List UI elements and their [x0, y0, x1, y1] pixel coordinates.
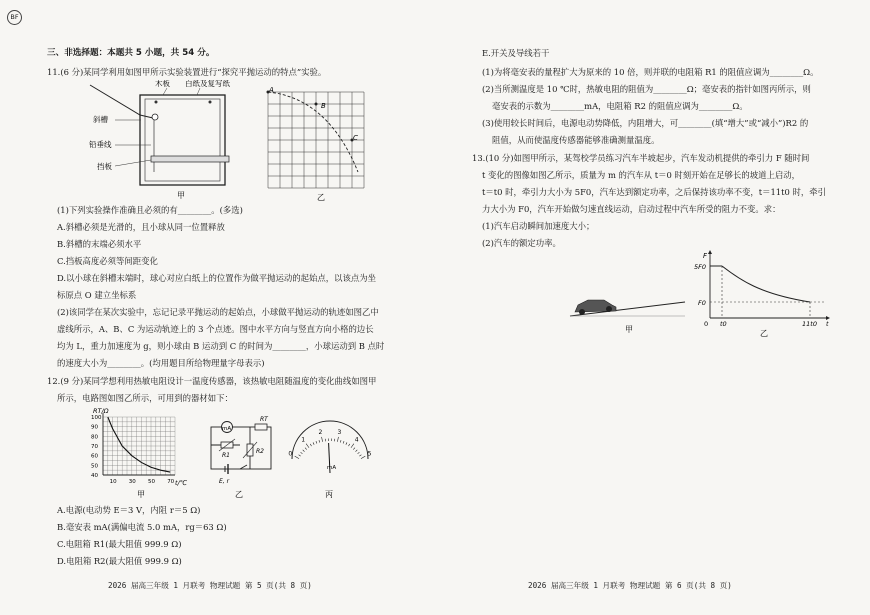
- chart-x-tick: 10: [109, 479, 117, 485]
- q12-item-e: E.开关及导线若干: [482, 48, 550, 58]
- dial-tick-label: 3: [337, 428, 342, 436]
- q12-item-d: D.电阻箱 R2(最大阻值 999.9 Ω): [57, 556, 182, 566]
- q11-stem: 11.(6 分)某同学利用如图甲所示实验装置进行“探究平抛运动的特点”实验。: [47, 67, 327, 77]
- ammeter-dial: [288, 421, 371, 473]
- chart-y-tick: 80: [91, 434, 98, 441]
- ft-t0: t0: [720, 320, 727, 328]
- dial-tick: [358, 452, 360, 454]
- dial-tick: [303, 450, 305, 452]
- label-paper: 白纸及复写纸: [185, 80, 230, 88]
- paper-badge: BF: [7, 10, 22, 25]
- section-heading: 三、非选择题：本题共 5 小题，共 54 分。: [47, 48, 215, 58]
- chart-x-tick: 50: [148, 479, 155, 485]
- q13-stem-l3: t＝t0 时，牵引力大小为 5F0，汽车达到额定功率，之后保持该功率不变，t＝11t0 时，牵引: [482, 187, 826, 197]
- car-on-slope: [570, 300, 685, 334]
- q11-option-c: C.挡板高度必须等间距变化: [57, 256, 158, 266]
- q11-part2-l4: 的速度大小为________。(均用题目所给物理量字母表示): [57, 358, 265, 368]
- q11-option-b: B.斜槽的末端必须水平: [57, 239, 142, 249]
- chart-y-tick: 60: [91, 453, 98, 460]
- chart-y-tick: 40: [91, 473, 98, 479]
- chart-y-tick: 100: [91, 415, 102, 421]
- dial-tick-label: 4: [354, 436, 359, 444]
- dial-tick: [319, 440, 320, 442]
- trajectory-grid: [267, 91, 365, 189]
- q12-part3-l1: (3)使用较长时间后，电源电动势降低，内阻增大，可________(填“增大”或“减小”)R2 的: [482, 118, 809, 128]
- q13-part2: (2)汽车的额定功率。: [482, 238, 561, 248]
- caption-yi-3: 乙: [760, 329, 768, 338]
- trajectory-point: [315, 103, 318, 106]
- circuit-source-label: E, r: [219, 478, 230, 485]
- circuit-meter-label: mA: [222, 426, 232, 432]
- caption-yi-2: 乙: [235, 490, 243, 499]
- ft-y-label: F: [703, 252, 708, 260]
- point-c: C: [353, 134, 358, 142]
- dial-tick-label: 0: [288, 450, 293, 458]
- q11-part1: (1)下列实验操作准确且必须的有________。(多选): [57, 205, 243, 215]
- chart-x-tick: 30: [128, 479, 136, 485]
- dial-tick: [295, 456, 299, 459]
- chart-x-tick: 70: [167, 479, 175, 485]
- chart-y-label: RT/Ω: [93, 407, 109, 415]
- chart-x-unit: t/℃: [175, 479, 188, 487]
- dial-tick: [316, 441, 317, 443]
- apparatus-diagram: [89, 80, 230, 200]
- ft-t: t: [826, 320, 829, 328]
- dial-unit: mA: [327, 465, 337, 471]
- dial-tick: [337, 437, 338, 442]
- dial-tick-label: 1: [301, 436, 306, 444]
- dial-tick: [343, 441, 344, 443]
- q11-part2-l2: 虚线所示，A、B、C 为运动轨迹上的 3 个点迹。图中水平方向与竖直方向小格的边长: [57, 324, 374, 334]
- force-time-graph: [694, 250, 830, 338]
- q12-stem-l2: 所示，电路图如图乙所示，可用到的器材如下：: [57, 393, 233, 403]
- point-b: B: [321, 102, 326, 110]
- footer-right: 2026 届高三年级 1 月联考 物理试题 第 6 页(共 8 页): [528, 581, 732, 590]
- ft-origin: 0: [704, 320, 709, 328]
- dial-tick: [306, 444, 309, 448]
- chart-y-tick: 50: [91, 463, 98, 470]
- q11-part2-l1: (2)该同学在某次实验中，忘记记录平抛运动的起始点，小球做平抛运动的轨迹如图乙中: [57, 307, 379, 317]
- ft-y-top: 5F0: [694, 263, 707, 271]
- ft-y-low: F0: [698, 299, 706, 307]
- circuit-r2-label: R2: [256, 448, 264, 455]
- dial-tick-label: 2: [318, 428, 323, 436]
- caption-jia-2: 甲: [137, 490, 145, 499]
- thermistor-chart: [91, 413, 175, 485]
- q12-item-a: A.电源(电动势 E＝3 V，内阻 r＝5 Ω): [57, 505, 201, 515]
- q11-option-a: A.斜槽必须是光滑的，且小球从同一位置释放: [57, 222, 225, 232]
- label-slide: 斜槽: [93, 115, 108, 124]
- label-baffle: 挡板: [97, 162, 112, 171]
- dial-tick: [361, 456, 365, 459]
- dial-tick: [305, 448, 307, 450]
- dial-tick: [299, 455, 301, 456]
- q12-item-b: B.毫安表 mA(满偏电流 5.0 mA，rg＝63 Ω): [57, 522, 227, 532]
- ft-11t0: 11t0: [802, 320, 817, 328]
- footer-left: 2026 届高三年级 1 月联考 物理试题 第 5 页(共 8 页): [108, 581, 312, 590]
- q12-part2-l1: (2)当所测温度是 10 ℃时，热敏电阻的阻值为________Ω；毫安表的指针如图丙所示，则: [482, 84, 811, 94]
- caption-bing: 丙: [325, 490, 333, 499]
- dial-tick: [301, 452, 303, 454]
- dial-tick: [356, 450, 358, 452]
- circuit-rt-label: RT: [260, 416, 268, 423]
- q12-part2-l2: 毫安表的示数为________mA，电阻箱 R2 的阻值应调为________Ω。: [492, 101, 748, 111]
- q12-stem-l1: 12.(9 分)某同学想利用热敏电阻设计一温度传感器，该热敏电阻随温度的变化曲线如图甲: [47, 376, 377, 386]
- q11-figure: [85, 80, 385, 205]
- caption-yi: 乙: [317, 193, 325, 202]
- q13-stem-l2: t 变化的图像如图乙所示，质量为 m 的汽车从 t＝0 时刻开始在足够长的坡道上启动，: [482, 170, 801, 180]
- circuit-r1-label: R1: [222, 452, 230, 459]
- q11-option-d-cont: 标原点 O 建立坐标系: [57, 290, 137, 300]
- q11-option-d: D.以小球在斜槽末端时，球心对应白纸上的位置作为做平抛运动的起始点，以该点为坐: [57, 273, 376, 283]
- q13-stem-l4: 力大小为 F0，汽车开始做匀速直线运动，启动过程中汽车所受的阻力不变。求：: [482, 204, 781, 214]
- circuit-diagram: [211, 416, 271, 499]
- caption-jia: 甲: [177, 191, 185, 200]
- chart-y-tick: 90: [91, 424, 98, 431]
- point-a: A: [269, 86, 274, 94]
- dial-tick: [359, 455, 361, 456]
- dial-tick: [348, 444, 349, 446]
- dial-tick: [353, 448, 355, 450]
- dial-tick: [310, 444, 311, 446]
- dial-tick: [346, 442, 347, 444]
- q11-part2-l3: 均为 L，重力加速度为 g，则小球由 B 运动到 C 的时间为________，小球运动到 B 点时: [57, 341, 385, 351]
- q13-figure: [560, 250, 835, 340]
- label-plumb: 铅垂线: [89, 140, 112, 149]
- q12-part3-l2: 阻值，从而使温度传感器能够准确测量温度。: [492, 135, 660, 145]
- q12-part1: (1)为将毫安表的量程扩大为原来的 10 倍，则并联的电阻箱 R1 的阻值应调为________Ω。: [482, 67, 819, 77]
- dial-tick: [313, 442, 314, 444]
- label-board: 木板: [155, 80, 170, 88]
- q13-part1: (1)汽车启动瞬间加速度大小；: [482, 221, 595, 231]
- dial-tick: [340, 440, 341, 442]
- q12-figure: [75, 405, 395, 500]
- q13-stem-l1: 13.(10 分)如图甲所示，某驾校学员练习汽车半坡起步，汽车发动机提供的牵引力 F 随时间: [472, 153, 810, 163]
- chart-y-tick: 70: [91, 444, 98, 450]
- q12-item-c: C.电阻箱 R1(最大阻值 999.9 Ω): [57, 539, 182, 549]
- chart-series-line: [108, 417, 170, 472]
- dial-tick-label: 5: [367, 450, 372, 458]
- caption-jia-3: 甲: [625, 325, 633, 334]
- dial-tick: [322, 437, 323, 442]
- dial-tick: [351, 444, 354, 448]
